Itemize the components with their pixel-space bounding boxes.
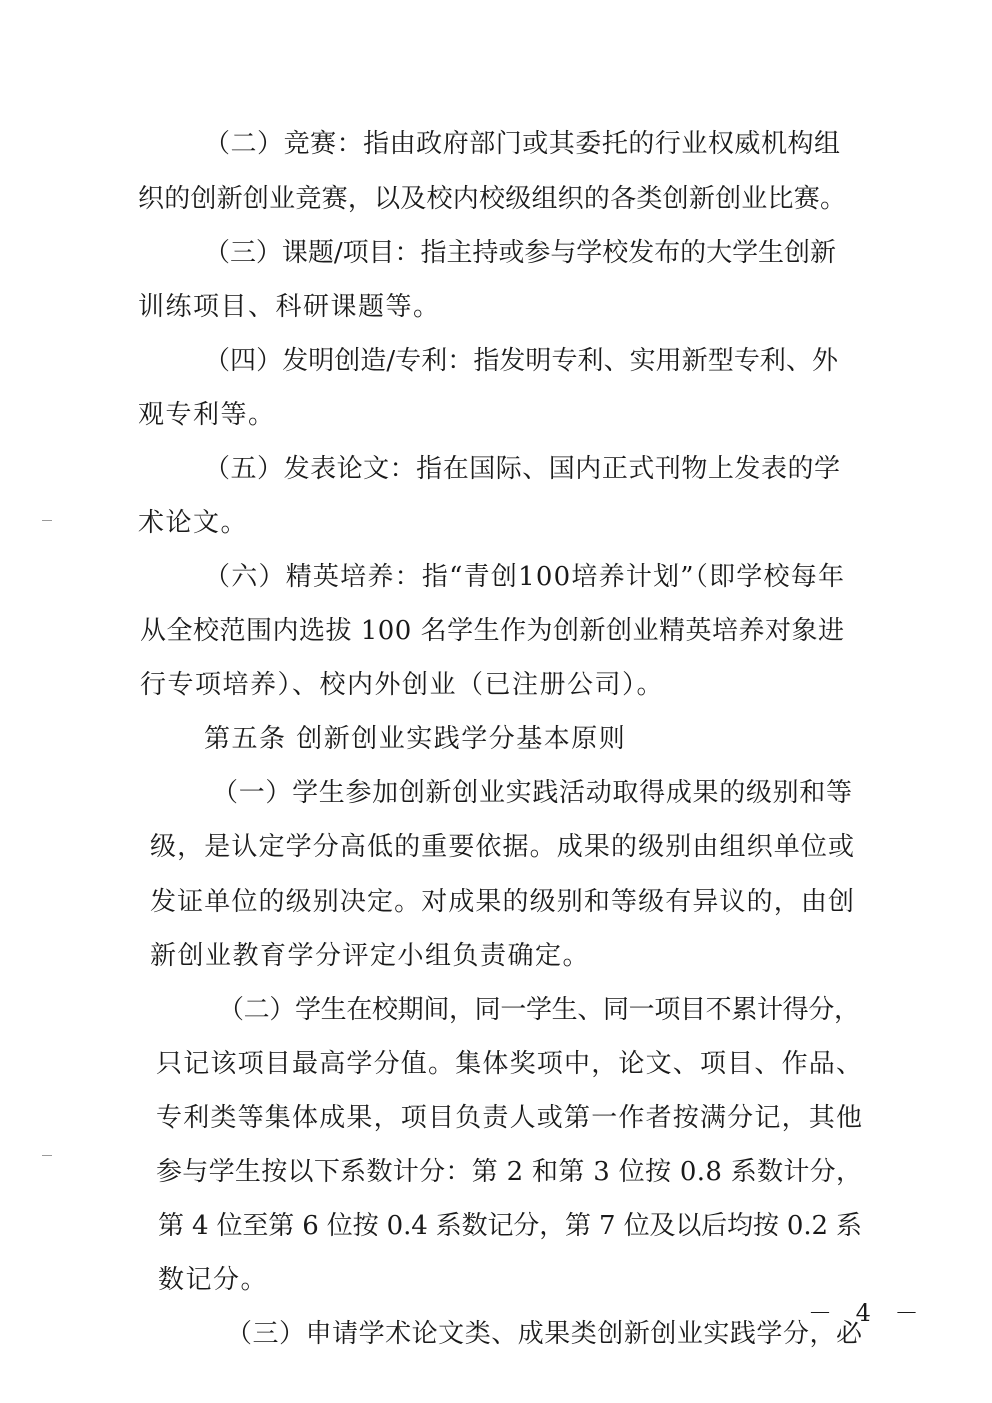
text-line: 参与学生按以下系数计分：第 2 和第 3 位按 0.8 系数计分， xyxy=(156,1157,863,1187)
text-line: 织的创新创业竞赛，以及校内校级组织的各类创新创业比赛。 xyxy=(138,184,847,214)
margin-mark xyxy=(42,1155,52,1156)
text-line: 第 4 位至第 6 位按 0.4 系数记分，第 7 位及以后均按 0.2 系 xyxy=(158,1211,862,1241)
text-line: 只记该项目最高学分值。集体奖项中，论文、项目、作品、 xyxy=(156,1049,864,1079)
text-line: 专利类等集体成果，项目负责人或第一作者按满分记，其他 xyxy=(156,1103,864,1133)
text-line: （三）课题/项目：指主持或参与学校发布的大学生创新 xyxy=(204,238,836,268)
text-line: （二）竞赛：指由政府部门或其委托的行业权威机构组 xyxy=(204,129,841,159)
text-line: 新创业教育学分评定小组负责确定。 xyxy=(150,941,591,971)
text-line: 级，是认定学分高低的重要依据。成果的级别由组织单位或 xyxy=(150,832,856,862)
text-line: 发证单位的级别决定。对成果的级别和等级有异议的，由创 xyxy=(150,887,856,917)
text-line: 从全校范围内选拔 100 名学生作为创新创业精英培养对象进 xyxy=(140,616,845,646)
text-line: （五）发表论文：指在国际、国内正式刊物上发表的学 xyxy=(204,454,841,484)
text-line: 术论文。 xyxy=(138,508,249,538)
text-line: 数记分。 xyxy=(158,1265,269,1295)
page-number: － 4 － xyxy=(808,1299,927,1327)
text-line: 行专项培养）、校内外创业（已注册公司）。 xyxy=(140,670,665,700)
text-line: 观专利等。 xyxy=(138,400,276,430)
text-line: （四）发明创造/专利：指发明专利、实用新型专利、外 xyxy=(204,346,839,376)
text-line: （二）学生在校期间，同一学生、同一项目不累计得分， xyxy=(218,995,860,1025)
margin-mark xyxy=(42,520,52,521)
text-line: （三）申请学术论文类、成果类创新创业实践学分，必 xyxy=(226,1319,863,1349)
section-heading: 第五条 创新创业实践学分基本原则 xyxy=(204,724,627,754)
text-line: 训练项目、科研课题等。 xyxy=(138,292,441,322)
text-line: （六）精英培养：指“青创100培养计划”（即学校每年 xyxy=(204,562,846,592)
text-line: （一）学生参加创新创业实践活动取得成果的级别和等 xyxy=(212,778,853,808)
